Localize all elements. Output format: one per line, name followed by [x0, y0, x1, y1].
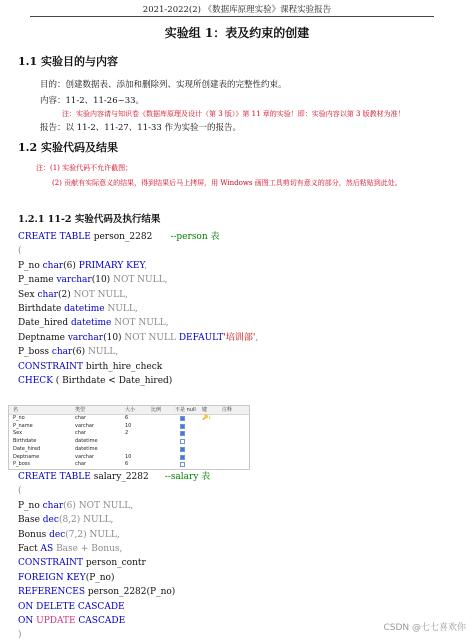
report-text: 报告：以 11-2、11-27、11-33 作为实验一的报告。	[40, 123, 242, 133]
field-name: Birthdate	[13, 438, 37, 445]
code-line: ON DELETE CASCADE	[18, 601, 125, 612]
field-name: Sex	[13, 430, 23, 437]
header-text: 2021-2022(2) 《数据库原理实验》课程实验报告	[142, 5, 332, 15]
table-row	[9, 438, 249, 446]
code-line: Bonus dec(7,2) NULL,	[18, 529, 120, 540]
note-2: (2) 贡献有实际意义的结果，得到结果后马上拷屏，用 Windows 画图工具剪切有意义的部分，然后粘贴到此处。	[52, 179, 402, 187]
primary-key-icon: 🔑1	[202, 415, 212, 421]
field-name: Date_hired	[13, 445, 41, 452]
code-line: CREATE TABLE person_2282 --person 表	[18, 232, 220, 242]
purpose-text: 目的：创建数据表、添加和删除列、实现所创建表的完整性约束。	[40, 80, 287, 90]
field-type: char	[75, 461, 87, 468]
notnull-checkbox[interactable]	[180, 462, 185, 467]
code-line: CREATE TABLE salary_2282 --salary 表	[18, 472, 211, 482]
code-line: P_no char(6) NOT NULL,	[18, 500, 134, 511]
table-row	[9, 446, 249, 454]
section-1-2-heading: 1.2 实验代码及结果	[18, 141, 118, 154]
code-line: Base dec(8,2) NULL,	[18, 515, 114, 526]
col-header-scale: 比例	[151, 407, 162, 413]
code-line: CHECK ( Birthdate < Date_hired)	[18, 376, 173, 387]
notnull-checkbox[interactable]	[180, 416, 185, 421]
code-line: P_no char(6) PRIMARY KEY,	[18, 260, 148, 271]
field-type: char	[75, 430, 87, 437]
table-row	[9, 461, 249, 469]
field-size: 6	[125, 415, 129, 421]
notnull-checkbox[interactable]	[180, 447, 185, 452]
code-line: CONSTRAINT birth_hire_check	[18, 361, 163, 372]
page-header	[0, 0, 474, 18]
code-line: Birthdate datetime NULL,	[18, 304, 138, 315]
code-block-person	[18, 230, 258, 388]
code-line: ON UPDATE CASCADE	[18, 616, 126, 627]
table-header-row	[9, 406, 249, 415]
col-header-name: 名	[13, 407, 19, 413]
field-size: 10	[125, 453, 132, 460]
content-text: 内容：11-2、11-26~33。	[40, 96, 145, 106]
code-line: P_name varchar(10) NOT NULL,	[18, 275, 168, 286]
field-name: P_name	[13, 422, 33, 429]
section-1-1-heading: 1.1 实验目的与内容	[18, 55, 118, 68]
csdn-watermark: CSDN @七七喜欢你	[383, 623, 466, 633]
code-line: (	[18, 246, 22, 257]
doc-title: 实验组 1：表及约束的创建	[164, 26, 310, 40]
code-line: FOREIGN KEY(P_no)	[18, 572, 115, 583]
code-line: Deptname varchar(10) NOT NULL DEFAULT'培训部',	[18, 332, 259, 343]
col-header-notnull: 不是 null	[175, 407, 196, 413]
field-name: P_boss	[13, 461, 30, 468]
code-line: Fact AS Base + Bonus,	[18, 544, 123, 555]
header-rule	[30, 16, 434, 17]
code-block-salary	[18, 470, 210, 643]
col-header-comment: 注释	[222, 407, 233, 413]
field-size: 6	[125, 461, 129, 468]
notnull-checkbox[interactable]	[180, 424, 185, 429]
field-type: datetime	[75, 445, 98, 452]
field-size: 10	[125, 422, 132, 429]
textbook-note: 注：实验内容请与知识卷《数据库原理及设计（第 3 版）》第 11 章的实验！即：实验内容以第 3 版教材为准！	[62, 110, 405, 118]
section-1-2-1-heading: 1.2.1 11-2 实验代码及执行结果	[18, 214, 161, 225]
code-line: Sex char(2) NOT NULL,	[18, 289, 128, 300]
field-name: Deptname	[13, 453, 40, 460]
code-line: CONSTRAINT person_contr	[18, 558, 146, 569]
code-line: (	[18, 486, 22, 497]
code-line: REFERENCES person_2282(P_no)	[18, 587, 176, 598]
code-line: )	[18, 630, 22, 641]
notnull-checkbox[interactable]	[180, 439, 185, 444]
code-line: P_boss char(6) NULL,	[18, 347, 119, 358]
field-size: 2	[125, 430, 129, 437]
note-1: 注：(1) 实验代码不允许截图；	[36, 164, 133, 172]
table-row	[9, 454, 249, 462]
table-row	[9, 415, 249, 423]
field-type: varchar	[75, 422, 95, 429]
col-header-size: 大小	[125, 407, 136, 413]
field-name: P_no	[13, 415, 25, 421]
col-header-key: 键	[202, 407, 208, 413]
notnull-checkbox[interactable]	[180, 431, 185, 436]
table-design-screenshot	[8, 405, 250, 470]
table-row	[9, 430, 249, 438]
field-type: datetime	[75, 438, 98, 445]
field-type: varchar	[75, 453, 95, 460]
field-type: char	[75, 415, 87, 421]
notnull-checkbox[interactable]	[180, 455, 185, 460]
table-row	[9, 423, 249, 431]
code-line: Date_hired datetime NOT NULL,	[18, 318, 169, 329]
col-header-type: 类型	[75, 407, 86, 413]
